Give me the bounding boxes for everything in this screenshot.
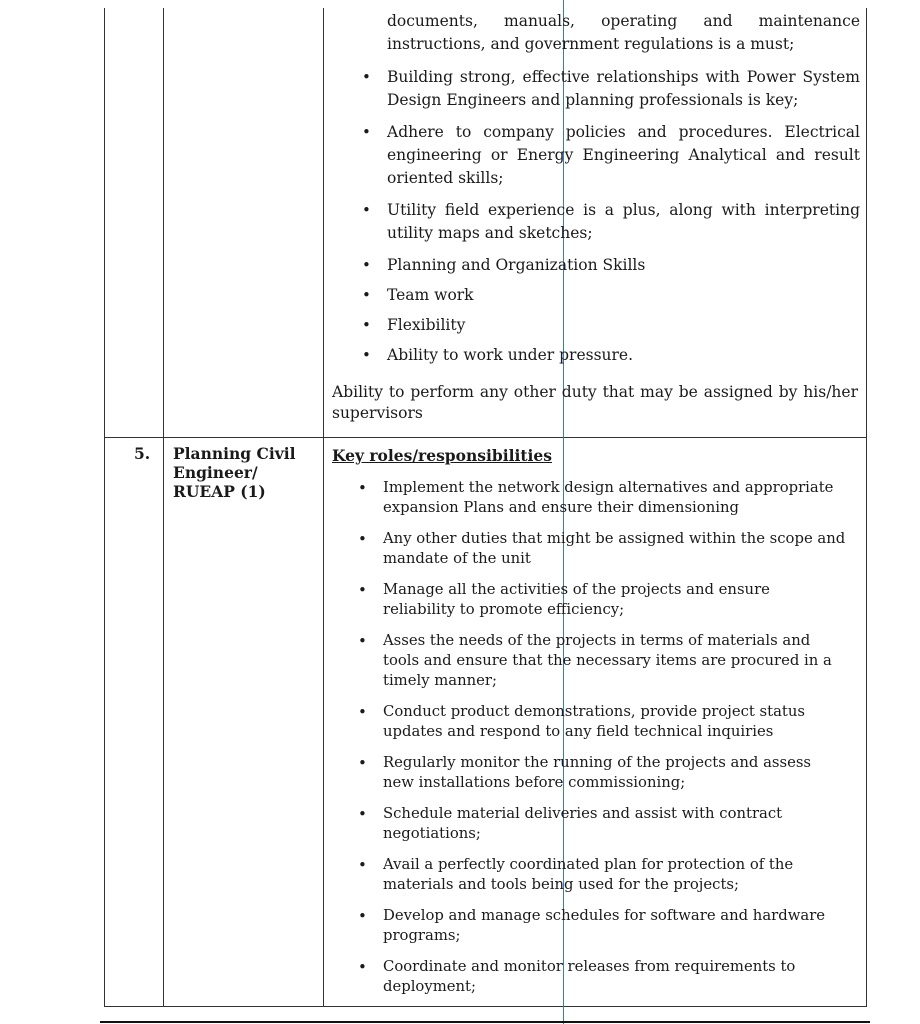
list-item: • Conduct product demonstrations, provide project status updates and respond to any field technical inquiries: [358, 703, 805, 740]
list-item: • Manage all the activities of the projects and ensure reliability to promote efficiency;: [358, 581, 770, 618]
bullet-icon: •: [362, 123, 371, 141]
bullet-icon: •: [358, 754, 367, 772]
bullet-icon: •: [362, 346, 371, 364]
top-row-bullet-list: [360, 10, 860, 374]
page-bottom-rule: [100, 1021, 870, 1023]
responsibilities-list: [356, 478, 846, 1008]
bullet-icon: •: [362, 201, 371, 219]
bullet-icon: •: [358, 856, 367, 874]
table-column-divider-1: [163, 8, 164, 1007]
bullet-icon: •: [358, 958, 367, 976]
bullet-icon: •: [358, 530, 367, 548]
list-item: • Adhere to company policies and procedures. Electrical engineering or Energy Engineering Analytical and result oriented skills;: [362, 123, 860, 187]
list-item: • Any other duties that might be assigned within the scope and mandate of the unit: [358, 530, 846, 567]
bullet-icon: •: [362, 316, 371, 334]
bullet-icon: •: [358, 703, 367, 721]
table-left-border: [104, 8, 105, 1007]
table-column-divider-2: [323, 8, 324, 1007]
bullet-icon: •: [358, 632, 367, 650]
row-number: 5.: [134, 444, 151, 463]
list-item: • Schedule material deliveries and assist with contract negotiations;: [358, 805, 783, 842]
row-separator: [104, 437, 867, 438]
bullet-icon: •: [362, 256, 371, 274]
table-right-border: [866, 8, 867, 1007]
list-item: • Coordinate and monitor releases from requirements to deployment;: [358, 958, 796, 995]
list-item: • Develop and manage schedules for software and hardware programs;: [358, 907, 826, 944]
list-item: • Team work: [360, 284, 860, 307]
bullet-icon: •: [362, 286, 371, 304]
job-title: Planning Civil Engineer/ RUEAP (1): [173, 444, 296, 501]
list-item: • Planning and Organization Skills: [360, 254, 860, 277]
bullet-icon: •: [362, 68, 371, 86]
list-item: • Building strong, effective relationships with Power System Design Engineers and planning professionals is key;: [362, 68, 860, 109]
list-item: • Ability to work under pressure.: [360, 344, 860, 367]
list-item: • Regularly monitor the running of the projects and assess new installations before commissioning;: [358, 754, 812, 791]
list-item: • Asses the needs of the projects in terms of materials and tools and ensure that the necessary items are procured in a timely manner;: [358, 632, 832, 689]
list-item: • Avail a perfectly coordinated plan for protection of the materials and tools being used for the projects;: [358, 856, 794, 893]
list-item: • Utility field experience is a plus, along with interpreting utility maps and sketches;: [362, 201, 860, 242]
list-item: documents, manuals, operating and maintenance instructions, and government regulations is a must;: [387, 12, 860, 53]
bullet-icon: •: [358, 907, 367, 925]
list-item: • Flexibility: [360, 314, 860, 337]
closing-paragraph: Ability to perform any other duty that may be assigned by his/her supervisors: [332, 383, 858, 422]
list-item: • Implement the network design alternatives and appropriate expansion Plans and ensure their dimensioning: [358, 479, 834, 516]
section-heading: Key roles/responsibilities: [332, 446, 552, 465]
bullet-icon: •: [358, 479, 367, 497]
bullet-icon: •: [358, 581, 367, 599]
bullet-icon: •: [358, 805, 367, 823]
